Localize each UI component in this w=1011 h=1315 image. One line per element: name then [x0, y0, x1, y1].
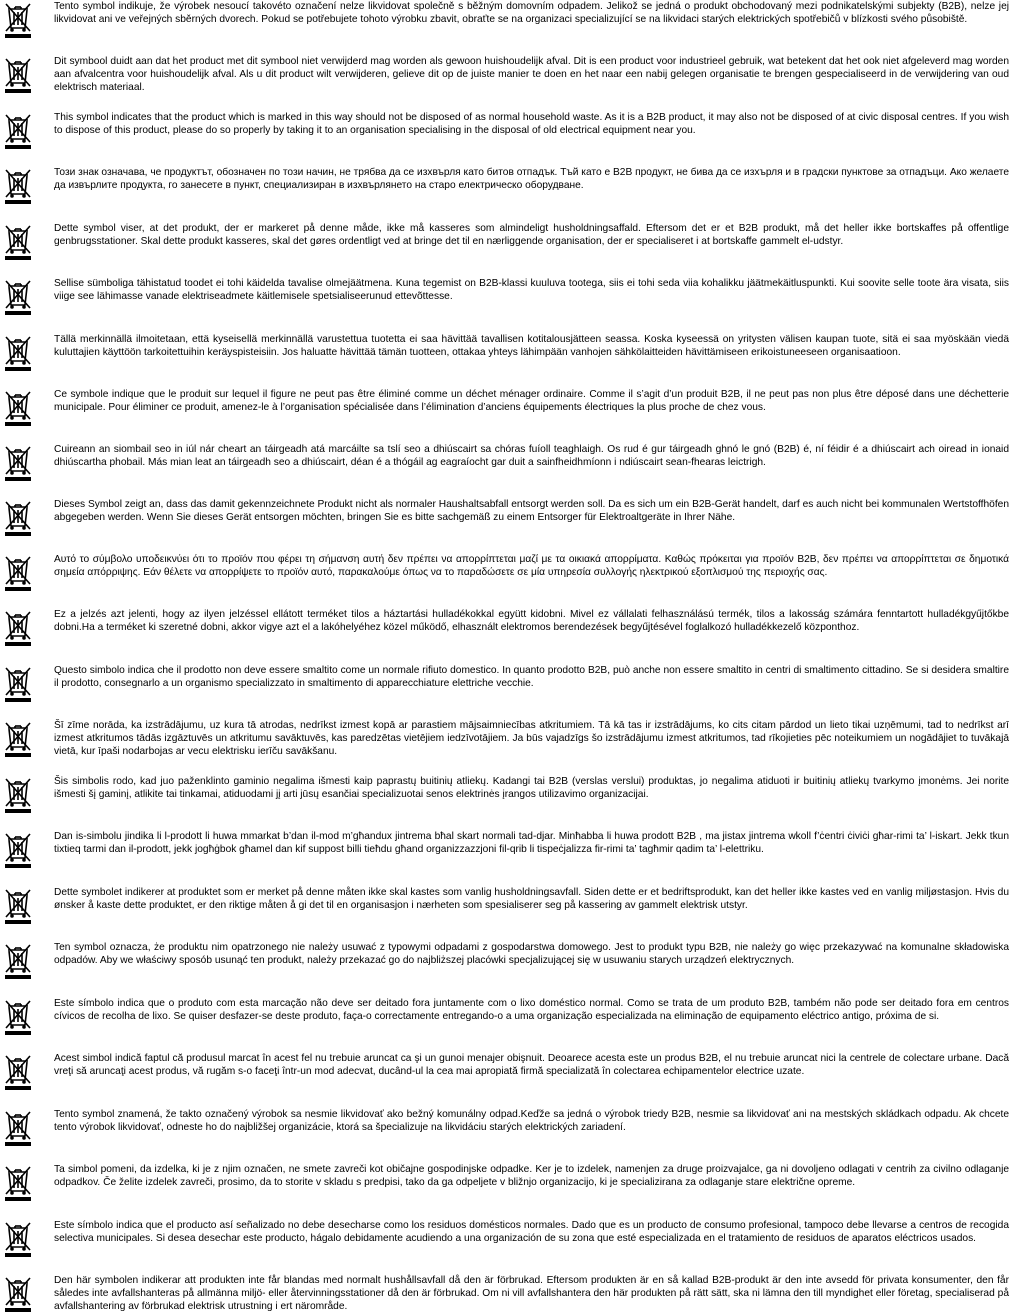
disposal-notice-text: Dan is-simbolu jindika li l-prodott li huwa mmarkat b’dan il-mod m’għandux jintrema bħal skart normali tad-djar. Minħabba li huwa prodott B2B , ma jistax jintrema wkoll f’ċentri ċiviċi għar-rimi ta’ l-iskart. Jekk tkun tixtieq tarmi dan il-prodott, jekk jogħġbok għamel dan kif suppost billi tieħdu għand organizzazzjoni fil-qrib li tispeċjalizza fir-rimi ta’ tagħmir qadim ta’ l-elettriku. [54, 831, 1009, 855]
disposal-notice-text: Ez a jelzés azt jelenti, hogy az ilyen jelzéssel ellátott terméket tilos a háztartási hulladékokkal együtt kidobni. Mivel ez vállalati felhasználású termék, tilos a lakosság számára fenntartott hulladékgyűjtőkbe dobni.Ha a terméket ki szeretné dobni, akkor vigye azt el a lakóhelyéhez közel működő, elhasznált elektromos berendezések begyűjtésével foglalkozó hulladékkezelő központhoz. [54, 609, 1009, 633]
disposal-notice-text: Dit symbool duidt aan dat het product met dit symbool niet verwijderd mag worden als gewoon huishoudelijk afval. Dit is een product voor industrieel gebruik, wat betekent dat het ook niet afgeleverd mag worden aan afvalcentra voor huishoudelijk afval. Als u dit product wilt verwijderen, gelieve dit op de juiste manier te doen en het naar een nabij gelegen organisatie te brengen gespecialiseerd in de verwijdering van oud elektrisch materiaal. [54, 56, 1009, 93]
crossed-out-wheelie-bin-icon [2, 277, 34, 317]
disposal-notice-text: Dette symbolet indikerer at produktet som er merket på denne måten ikke skal kastes som vanlig husholdningsavfall. Siden dette er et bedriftsprodukt, kan det heller ikke kastes ved en vanlig miljøstasjon. Hvis du ønsker å kaste dette produktet, er den riktige måten å gi det til en organisasjon i nærheten som spesialiserer seg på kassering av gammelt elektrisk utstyr. [54, 887, 1009, 911]
crossed-out-wheelie-bin-icon [2, 443, 34, 483]
crossed-out-wheelie-bin-icon [2, 1108, 34, 1148]
disposal-notice-text: Este símbolo indica que o produto com esta marcação não deve ser deitado fora juntamente com o lixo doméstico normal. Como se trata de um produto B2B, também não pode ser deitado fora em centros cívicos de recolha de lixo. Se quiser desfazer-se deste produto, faça-o correctamente entregando-o a uma organização especializada na eliminação de equipamento eléctrico antigo, próxima de si. [54, 998, 1009, 1022]
crossed-out-wheelie-bin-icon [2, 997, 34, 1037]
disposal-notice-text: Este símbolo indica que el producto así señalizado no debe desecharse como los residuos domésticos normales. Dado que es un producto de consumo profesional, tampoco debe llevarse a centros de recogida selectiva municipales. Si desea desechar este producto, hágalo debidamente acudiendo a una organización de su zona que esté especializada en el tratamiento de residuos de aparatos eléctricos usados. [54, 1220, 1009, 1244]
disposal-notice-text: Ten symbol oznacza, że produktu nim opatrzonego nie należy usuwać z typowymi odpadami z gospodarstwa domowego. Jest to produkt typu B2B, nie należy go więc przekazywać na komunalne składowiska odpadów. Aby we właściwy sposób usunąć ten produkt, należy przekazać go do najbliższej placówki specjalizującej się w usuwaniu starych urządzeń elektrycznych. [54, 942, 1009, 966]
crossed-out-wheelie-bin-icon [2, 1163, 34, 1203]
disposal-notice-text: Tento symbol znamená, že takto označený výrobok sa nesmie likvidovať ako bežný komunálny odpad.Keďže sa jedná o výrobok triedy B2B, nesmie sa likvidovať ani na mestských skládkach odpadu. Ak chcete tento výrobok likvidovať, odneste ho do najbližšej organizácie, ktorá sa špecializuje na likvidáciu starých elektrických zariadení. [54, 1109, 1009, 1133]
disposal-notice-text: Ce symbole indique que le produit sur lequel il figure ne peut pas être éliminé comme un déchet ménager ordinaire. Comme il s’agit d’un produit B2B, il ne peut pas non plus être déposé dans une déchetterie municipale. Pour éliminer ce produit, amenez-le à l’organisation spécialisée dans l’élimination d’anciens équipements électriques la plus proche de chez vous. [54, 389, 1009, 413]
disposal-notice-text: Den här symbolen indikerar att produkten inte får blandas med normalt hushållsavfall då den är förbrukad. Eftersom produkten är en så kallad B2B-produkt är den inte avsedd för privata konsumenter, den får således inte avfallshanteras på allmänna miljö- eller återvinningsstationer då den är förbrukad. Om ni vill avfallshantera den här produkten på rätt sätt, ska ni lämna den till myndighet eller företag, specialiserad på avfallshantering av förbrukad elektrisk utrustning i ert närområde. [54, 1275, 1009, 1312]
disposal-notice-text: Cuireann an siombail seo in iúl nár cheart an táirgeadh atá marcáilte sa tslí seo a dhiúscairt sa chóras fuíoll teaghlaigh. Os rud é gur táirgeadh ghnó le gnó (B2B) é, ní féidir é a dhiúscairt ach oiread in ionaid dhiúscartha phobail. Más mian leat an táirgeadh seo a dhiúscairt, déan é a thógáil ag eagraíocht gar duit a sainfheidhmíonn i ndiúscairt sean-fhearas leictrigh. [54, 444, 1009, 468]
crossed-out-wheelie-bin-icon [2, 608, 34, 648]
crossed-out-wheelie-bin-icon [2, 1052, 34, 1092]
disposal-notice-text: Šis simbolis rodo, kad juo paženklinto gaminio negalima išmesti kaip paprastų buitinių atliekų. Kadangi tai B2B (verslas verslui) produktas, jo negalima atiduoti ir buitinių atliekų tvarkymo įmonėms. Jei norite išmesti šį gaminį, atlikite tai tinkamai, atiduodami jį arti jūsų esančiai specializuotai senos elektrinės įrangos utilizavimo organizacijai. [54, 776, 1009, 800]
disposal-notice-text: Αυτό το σύμβολο υποδεικνύει ότι το προϊόν που φέρει τη σήμανση αυτή δεν πρέπει να απορρίπτεται μαζί με τα οικιακά απορρίματα. Καθώς πρόκειται για προϊόν B2B, δεν πρέπει να απορρίπτεται σε δημοτικά σημεία απόρριψης. Εάν θέλετε να απορρίψετε το προϊόν αυτό, παρακαλούμε όπως να το παραδώσετε σε μία υπηρεσία συλλογής ηλεκτρικού εξοπλισμού της περιοχής σας. [54, 554, 1009, 578]
disposal-notice-text: Tento symbol indikuje, že výrobek nesoucí takovéto označení nelze likvidovat společně s běžným domovním odpadem. Jelikož se jedná o produkt obchodovaný mezi podnikatelskými subjekty (B2B), nelze jej likvidovat ani ve veřejných sběrných dvorech. Pokud se potřebujete tohoto výrobku zbavit, obraťte se na organizaci specializující se na likvidaci starých elektrických spotřebičů v blízkosti svého působiště. [54, 1, 1009, 25]
crossed-out-wheelie-bin-icon [2, 498, 34, 538]
disposal-notice-text: Този знак означава, че продуктът, обозначен по този начин, не трябва да се изхвърля като битов отпадък. Тъй като е B2B продукт, не бива да се изхърля и в градски пунктове за отпадъци. Ако желаете да извърлите продукта, го занесете в пункт, специализиран в изхвърлянето на старо електрическо оборудване. [54, 167, 1009, 191]
disposal-notice-text: Ta simbol pomeni, da izdelka, ki je z njim označen, ne smete zavreči kot običajne gospodinjske odpadke. Ker je to izdelek, namenjen za druge proizvajalce, ga ni dovoljeno odlagati v centrih za civilno odlaganje odpadkov. Če želite izdelek zavreči, prosimo, da to storite v skladu s predpisi, tako da ga odpeljete v bližnjo organizacijo, ki je specializirana za odlaganje stare električne opreme. [54, 1164, 1009, 1188]
crossed-out-wheelie-bin-icon [2, 55, 34, 95]
crossed-out-wheelie-bin-icon [2, 553, 34, 593]
disposal-notice-text: Tällä merkinnällä ilmoitetaan, että kyseisellä merkinnällä varustettua tuotetta ei saa hävittää tavallisen kotitalousjätteen seassa. Koska kyseessä on yritysten välisen kaupan tuote, sitä ei saa myöskään viedä kuluttajien käyttöön tarkoitettuihin keräyspisteisiin. Jos haluatte hävittää tämän tuotteen, ottakaa yhteys lähimpään vanhojen sähkölaitteiden hävittämiseen erikoistuneeseen organisaatioon. [54, 334, 1009, 358]
disposal-notice-text: Šī zīme norāda, ka izstrādājumu, uz kura tā atrodas, nedrīkst izmest kopā ar parastiem mājsaimniecības atkritumiem. Tā kā tas ir izstrādājums, ko cits citam pārdod un lieto tikai uzņēmumi, tad to nedrīkst arī izmest atkritumos tādās izgāztuvēs un atkritumu savāktuvēs, kas paredzētas vietējiem iedzīvotājiem. Ja būs vajadzīgs šo izstrādājumu izmest atkritumos, tad rīkojieties pēc noteikumiem un nogādājiet to tuvākajā vietā, kur īpaši nodarbojas ar vecu elektrisku ierīču savākšanu. [54, 720, 1009, 757]
disposal-notice-text: Dette symbol viser, at det produkt, der er markeret på denne måde, ikke må kasseres som almindeligt husholdningsaffald. Eftersom det er et B2B produkt, må det heller ikke bortskaffes på offentlige genbrugsstationer. Skal dette produkt kasseres, skal det gøres ordentligt ved at bringe det til en nærliggende organisation, der er specialiseret i at bortskaffe gammelt el-udstyr. [54, 223, 1009, 247]
disposal-notice-text: Dieses Symbol zeigt an, dass das damit gekennzeichnete Produkt nicht als normaler Haushaltsabfall entsorgt werden soll. Da es sich um ein B2B-Gerät handelt, darf es auch nicht bei kommunalen Wertstoffhöfen abgegeben werden. Wenn Sie dieses Gerät entsorgen möchten, bringen Sie es bitte sachgemäß zu einem Entsorger für Elektroaltgeräte in Ihrer Nähe. [54, 499, 1009, 523]
crossed-out-wheelie-bin-icon [2, 719, 34, 759]
crossed-out-wheelie-bin-icon [2, 222, 34, 262]
crossed-out-wheelie-bin-icon [2, 1219, 34, 1259]
crossed-out-wheelie-bin-icon [2, 333, 34, 373]
crossed-out-wheelie-bin-icon [2, 166, 34, 206]
crossed-out-wheelie-bin-icon [2, 664, 34, 704]
crossed-out-wheelie-bin-icon [2, 941, 34, 981]
disposal-notice-text: Questo simbolo indica che il prodotto non deve essere smaltito come un normale rifiuto domestico. In quanto prodotto B2B, può anche non essere smaltito in centri di smaltimento cittadino. Se si desidera smaltire il prodotto, consegnarlo a un organismo specializzato in smaltimento di apparecchiature elettriche vecchie. [54, 665, 1009, 689]
disposal-notice-text: Sellise sümboliga tähistatud toodet ei tohi käidelda tavalise olmejäätmena. Kuna tegemist on B2B-klassi kuuluva tootega, siis ei tohi seda viia kohalikku jäätmekäitluspunkti. Kui soovite selle toote ära visata, siis viige see lähimasse vanade elektriseadmete käitlemisele spetsialiseerunud ettevõttesse. [54, 278, 1009, 302]
crossed-out-wheelie-bin-icon [2, 886, 34, 926]
crossed-out-wheelie-bin-icon [2, 0, 34, 40]
crossed-out-wheelie-bin-icon [2, 388, 34, 428]
disposal-notice-text: Acest simbol indică faptul că produsul marcat în acest fel nu trebuie aruncat ca şi un gunoi menajer obişnuit. Deoarece acesta este un produs B2B, el nu trebuie aruncat nici la centrele de colectare urbane. Dacă vreţi să aruncaţi acest produs, vă rugăm s-o faceţi într-un mod adecvat, ducând-ul la cea mai apropiată firmă specializată în colectarea echipamentelor electrice uzate. [54, 1053, 1009, 1077]
crossed-out-wheelie-bin-icon [2, 111, 34, 151]
disposal-notice-text: This symbol indicates that the product which is marked in this way should not be disposed of as normal household waste. As it is a B2B product, it may also not be disposed of at civic disposal centres. If you wish to dispose of this product, please do so properly by taking it to an organisation specialising in the disposal of old electrical equipment near you. [54, 112, 1009, 136]
crossed-out-wheelie-bin-icon [2, 830, 34, 870]
crossed-out-wheelie-bin-icon [2, 775, 34, 815]
crossed-out-wheelie-bin-icon [2, 1274, 34, 1314]
